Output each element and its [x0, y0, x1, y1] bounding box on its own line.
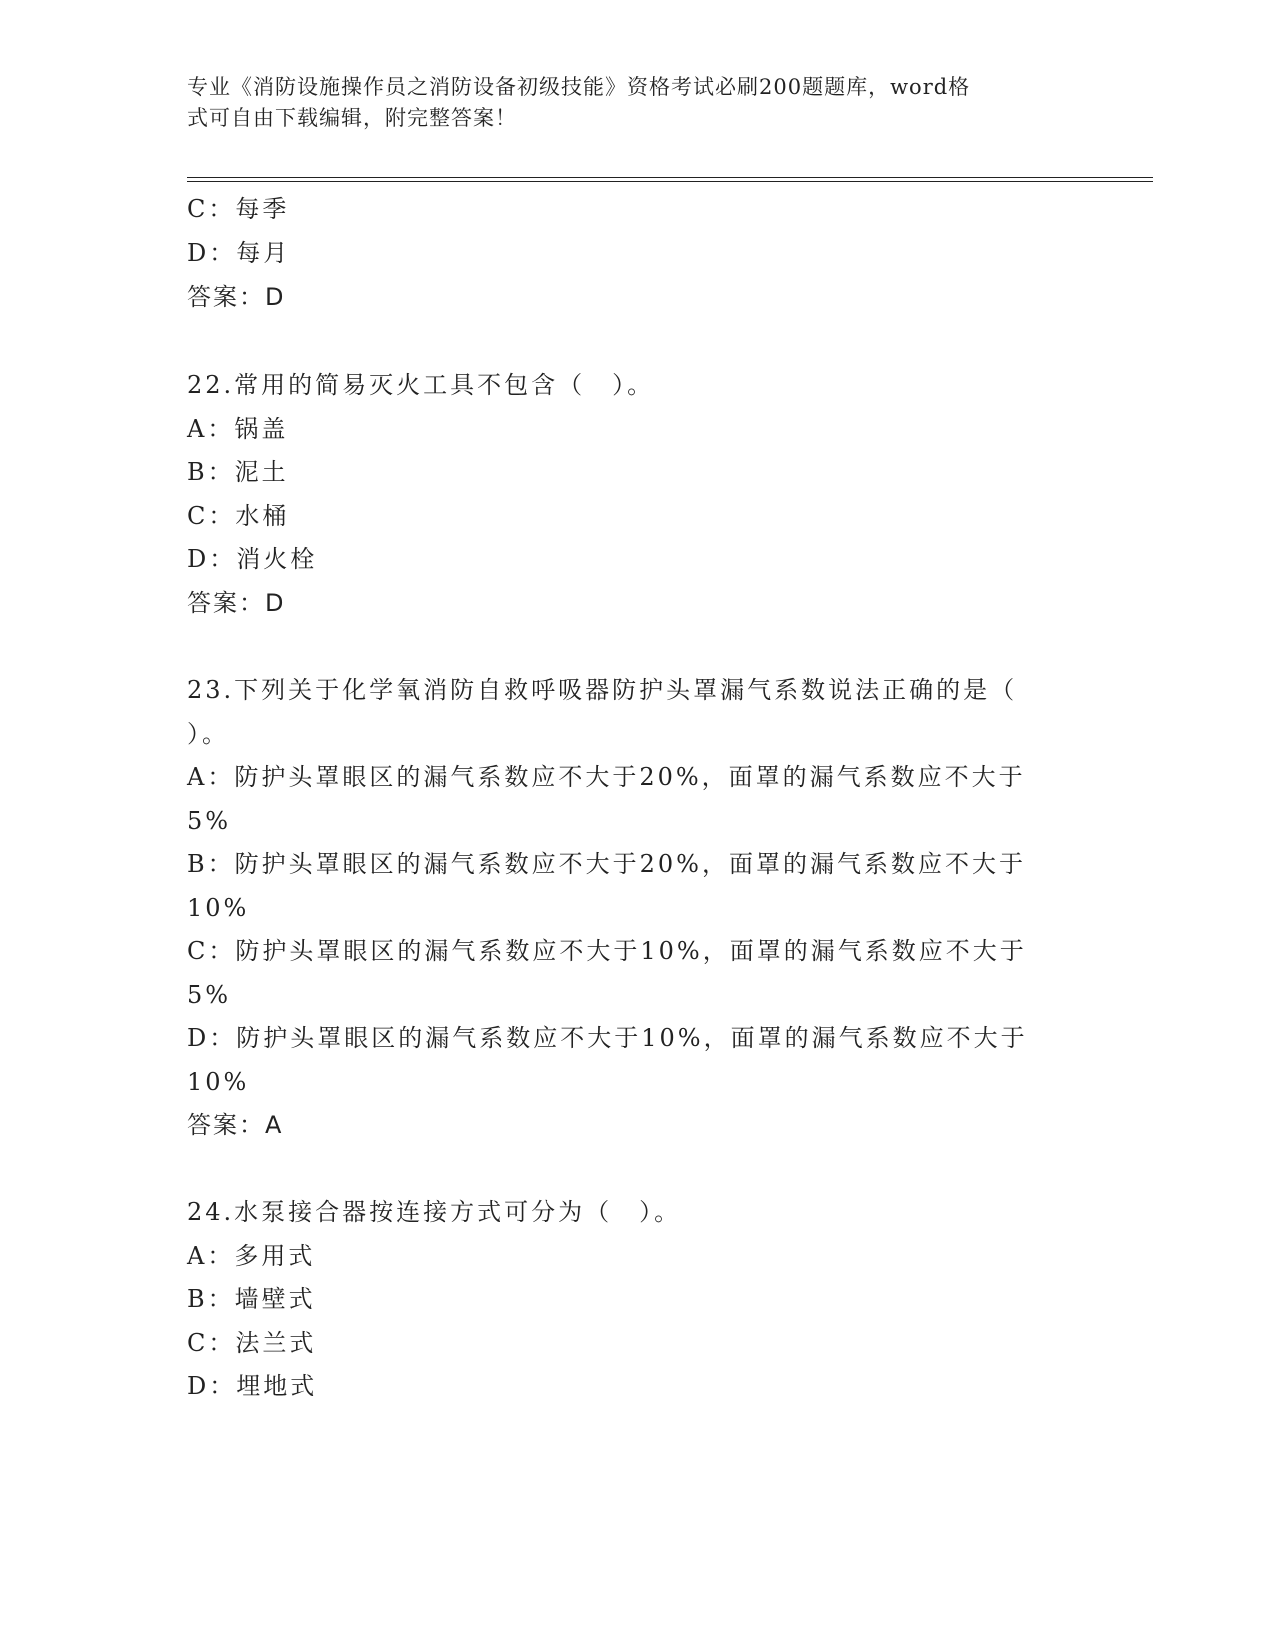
- header-divider-bottom: [187, 181, 1153, 182]
- header-divider-top: [187, 177, 1153, 178]
- q23-option-b-line-2: 10%: [187, 894, 250, 922]
- q23-answer: 答案：A: [187, 1111, 284, 1139]
- q23-question-line-1: 23.下列关于化学氧消防自救呼吸器防护头罩漏气系数说法正确的是（: [187, 676, 1018, 704]
- q23-option-a-line-2: 5%: [187, 807, 232, 835]
- q21-answer: 答案：D: [187, 283, 286, 311]
- q22-option-c: C：水桶: [187, 502, 290, 530]
- q23-option-a-line-1: A：防护头罩眼区的漏气系数应不大于20%，面罩的漏气系数应不大于: [187, 763, 1026, 791]
- q22-option-a: A：锅盖: [187, 415, 289, 443]
- document-header: [187, 72, 1067, 134]
- q22-question: 22.常用的简易灭火工具不包含（ ）。: [187, 371, 655, 399]
- q23-option-b-line-1: B：防护头罩眼区的漏气系数应不大于20%，面罩的漏气系数应不大于: [187, 850, 1026, 878]
- q24-option-b: B：墙壁式: [187, 1285, 316, 1313]
- q23-option-d-line-1: D：防护头罩眼区的漏气系数应不大于10%，面罩的漏气系数应不大于: [187, 1024, 1028, 1052]
- header-title-line-1: 专业《消防设施操作员之消防设备初级技能》资格考试必刷200题题库，word格: [187, 75, 971, 99]
- q23-question-line-2: ）。: [187, 720, 229, 748]
- q21-option-d: D：每月: [187, 239, 291, 267]
- q23-option-c-line-1: C：防护头罩眼区的漏气系数应不大于10%，面罩的漏气系数应不大于: [187, 937, 1027, 965]
- q24-option-d: D：埋地式: [187, 1372, 318, 1400]
- q22-answer: 答案：D: [187, 589, 286, 617]
- q23-option-d-line-2: 10%: [187, 1068, 250, 1096]
- q23-option-c-line-2: 5%: [187, 981, 232, 1009]
- header-title-line-2: 式可自由下载编辑，附完整答案！: [187, 106, 517, 130]
- q22-option-b: B：泥土: [187, 458, 289, 486]
- q24-option-c: C：法兰式: [187, 1329, 317, 1357]
- q22-option-d: D：消火栓: [187, 545, 318, 573]
- q21-option-c: C：每季: [187, 195, 290, 223]
- q24-option-a: A：多用式: [187, 1242, 316, 1270]
- q24-question: 24.水泵接合器按连接方式可分为（ ）。: [187, 1198, 682, 1226]
